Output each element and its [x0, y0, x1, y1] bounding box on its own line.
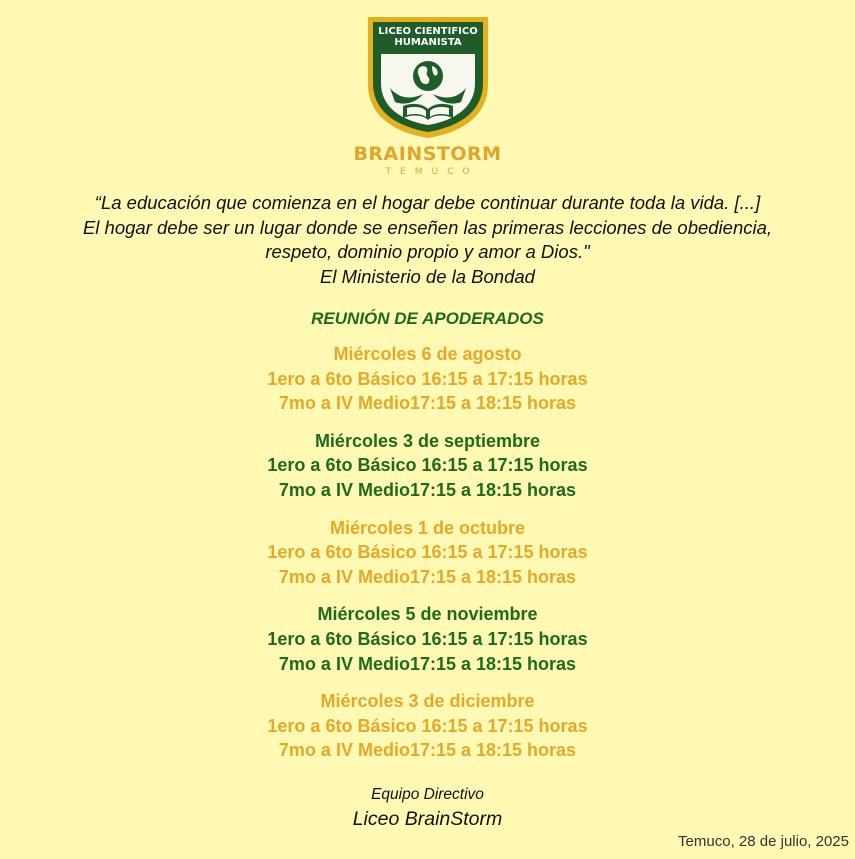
school-crest-icon [365, 14, 491, 140]
session-date: Miércoles 5 de noviembre [317, 604, 538, 625]
session-block [0, 689, 855, 763]
school-logo [0, 14, 855, 140]
session-block [0, 429, 855, 503]
crest-text-line1: LICEO CIENTIFICO [377, 26, 478, 37]
brand-city: TEMUCO [385, 167, 479, 177]
signature-team: Equipo Directivo [371, 786, 484, 803]
session-basic-time: 1ero a 6to Básico 16:15 a 17:15 horas [267, 542, 588, 563]
signature-block [0, 785, 855, 832]
session-middle-time: 7mo a IV Medio17:15 a 18:15 horas [278, 653, 577, 674]
session-basic-time: 1ero a 6to Básico 16:15 a 17:15 horas [267, 628, 588, 649]
session-basic-time: 1ero a 6to Básico 16:15 a 17:15 horas [267, 715, 588, 736]
session-block [0, 516, 855, 590]
session-date: Miércoles 1 de octubre [329, 517, 526, 538]
quote-source: El Ministerio de la Bondad [320, 265, 535, 287]
globe-icon [413, 61, 443, 91]
crest-text-line2: HUMANISTA [393, 37, 462, 48]
session-date: Miércoles 6 de agosto [333, 344, 522, 364]
quote-line: El hogar debe ser un lugar donde se enseñen las primeras lecciones de obediencia, [82, 216, 773, 238]
meeting-schedule [0, 342, 855, 776]
session-date: Miércoles 3 de diciembre [320, 691, 535, 712]
quote-line: “La educación que comienza en el hogar debe continuar durante toda la vida. [...] [94, 192, 761, 213]
session-middle-time: 7mo a IV Medio17:15 a 18:15 horas [278, 393, 577, 414]
signature-school: Liceo BrainStorm [352, 808, 503, 830]
session-block [0, 602, 855, 676]
brand-name: BRAINSTORM [353, 143, 502, 165]
quote-block [0, 191, 855, 289]
session-basic-time: 1ero a 6to Básico 16:15 a 17:15 horas [267, 368, 588, 389]
session-date: Miércoles 3 de septiembre [314, 430, 541, 451]
session-middle-time: 7mo a IV Medio17:15 a 18:15 horas [278, 740, 577, 761]
session-middle-time: 7mo a IV Medio17:15 a 18:15 horas [278, 479, 577, 500]
meeting-title: REUNIÓN DE APODERADOS [311, 309, 544, 328]
session-middle-time: 7mo a IV Medio17:15 a 18:15 horas [278, 566, 577, 587]
quote-line: respeto, dominio propio y amor a Dios." [265, 241, 590, 262]
brand-block [0, 143, 855, 177]
document-date: Temuco, 28 de julio, 2025 [678, 833, 849, 850]
session-block [0, 342, 855, 416]
session-basic-time: 1ero a 6to Básico 16:15 a 17:15 horas [267, 455, 588, 476]
